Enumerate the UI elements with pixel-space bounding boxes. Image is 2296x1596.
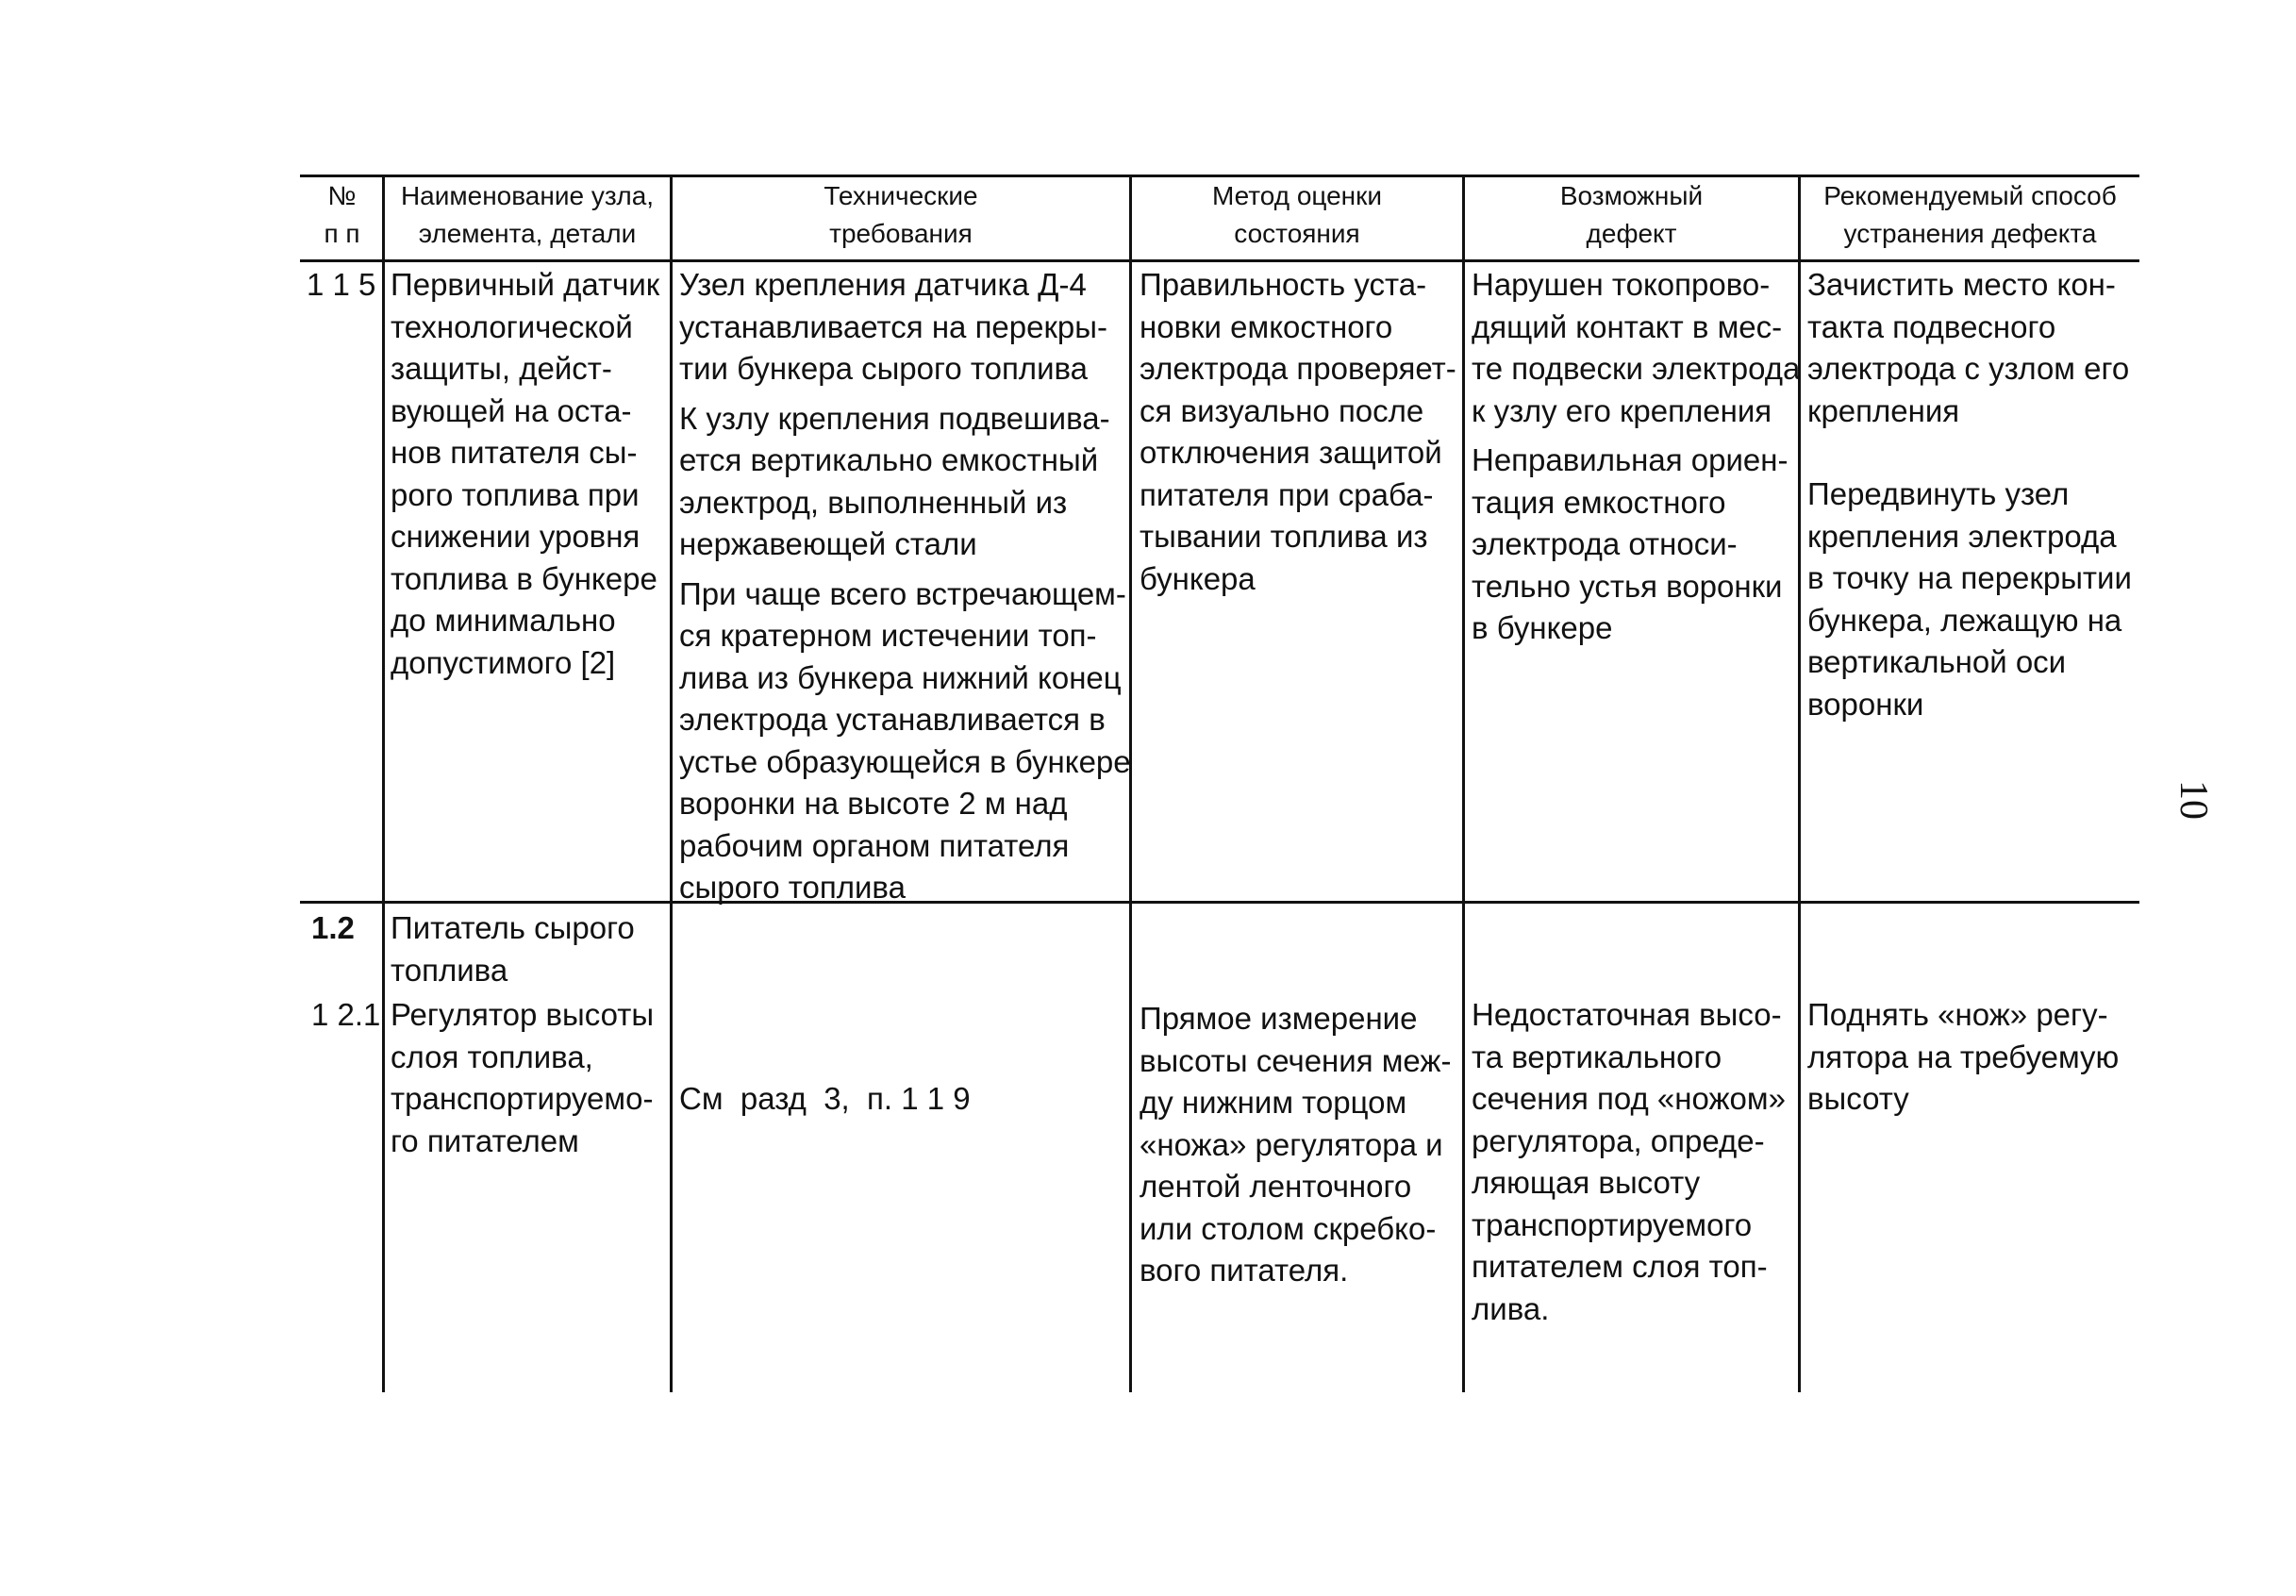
text-line: устье образующейся в бункере: [679, 743, 1131, 779]
text-line: электрод, выполненный из: [679, 484, 1068, 520]
text-line: ется вертикально емкостный: [679, 442, 1099, 477]
row1-name: [391, 264, 659, 684]
header-line: Наименование узла,: [400, 181, 655, 210]
text-line: технологической: [391, 308, 633, 344]
paragraph-gap: [1807, 432, 2132, 474]
column-divider: [382, 175, 385, 1392]
text-line: бункера, лежащую на: [1807, 602, 2122, 638]
text-line: до минимально: [391, 603, 616, 638]
row1-defect: [1472, 264, 1800, 657]
column-divider: [1462, 175, 1465, 1392]
text-line: транспортируемо-: [391, 1081, 654, 1116]
text-line: Регулятор высоты: [391, 997, 655, 1032]
text-line: Нарушен токопрово-: [1472, 267, 1771, 302]
paragraph: [1807, 474, 2132, 725]
text-line: рого топлива при: [391, 476, 640, 512]
text-line: лентой ленточного: [1140, 1169, 1412, 1204]
text-line: та вертикального: [1472, 1039, 1722, 1074]
text-line: вого питателя.: [1140, 1253, 1349, 1288]
row1-num: 1 1 5: [307, 267, 376, 302]
paragraph: [679, 574, 1131, 909]
row3-fix: [1807, 994, 2119, 1121]
text-line: Первичный датчик: [391, 267, 660, 302]
text-line: рабочим органом питателя: [679, 827, 1070, 863]
text-line: к узлу его крепления: [1472, 392, 1772, 428]
text-line: электрода относи-: [1472, 526, 1738, 561]
text-line: лива.: [1472, 1290, 1550, 1326]
text-line: устанавливается на перекры-: [679, 308, 1107, 344]
text-line: Недостаточная высо-: [1472, 997, 1782, 1032]
header-line: Метод оценки: [1211, 181, 1383, 210]
text-line: лятора на требуемую: [1807, 1039, 2120, 1074]
text-line: электрода проверяет-: [1140, 351, 1456, 386]
text-line: тывании топлива из: [1140, 519, 1428, 554]
header-line: состояния: [1234, 219, 1360, 248]
row1-fix: [1807, 264, 2132, 725]
text-line: «ножа» регулятора и: [1140, 1126, 1443, 1162]
text-line: тация емкостного: [1472, 484, 1726, 520]
paragraph: [1472, 264, 1800, 432]
text-line: Передвинуть узел: [1807, 476, 2070, 511]
text-line: воронки на высоте 2 м над: [679, 786, 1068, 821]
text-line: Поднять «нож» регу-: [1807, 997, 2108, 1032]
text-line: ся визуально после: [1140, 392, 1424, 428]
header-line: требования: [829, 219, 973, 248]
text-line: Питатель сырого: [391, 910, 635, 945]
text-line: бункера: [1140, 560, 1256, 596]
text-line: нержавеющей стали: [679, 526, 977, 561]
header-line: дефект: [1586, 219, 1677, 248]
text-line: Правильность уста-: [1140, 267, 1427, 302]
text-line: Неправильная ориен-: [1472, 442, 1789, 477]
row3-tech: [679, 994, 971, 1162]
text-line: новки емкостного: [1140, 308, 1393, 344]
text-line: ду нижним торцом: [1140, 1085, 1407, 1120]
paragraph: [1472, 440, 1800, 650]
text-line: воронки: [1807, 686, 1924, 722]
paragraph: [679, 398, 1131, 566]
header-method: [1132, 177, 1462, 253]
row-divider: [300, 901, 2139, 904]
text-line: снижении уровня: [391, 519, 641, 554]
text-line: допустимого [2]: [391, 644, 616, 680]
text-line: питателя при сраба-: [1140, 476, 1434, 512]
text-line: См разд 3, п. 1 1 9: [679, 1081, 971, 1116]
text-line: вертикальной оси: [1807, 644, 2067, 679]
header-line: устранения дефекта: [1843, 219, 2097, 248]
text-line: топлива в бункере: [391, 560, 657, 596]
text-line: транспортируемого: [1472, 1206, 1753, 1242]
text-line: в точку на перекрытии: [1807, 560, 2132, 595]
text-line: крепления: [1807, 392, 1960, 428]
header-tech: [673, 177, 1129, 253]
text-line: регулятора, опреде-: [1472, 1122, 1765, 1158]
header-fix: [1801, 177, 2139, 253]
header-line: Технические: [824, 181, 978, 210]
text-line: электрода устанавливается в: [679, 702, 1106, 737]
row1-tech: [679, 264, 1131, 917]
header-line: Рекомендуемый способ: [1823, 181, 2117, 210]
header-bottom-border: [300, 259, 2139, 262]
text-line: Прямое измерение: [1140, 1001, 1418, 1036]
text-line: Узел крепления датчика Д-4: [679, 267, 1087, 302]
row3-num: 1 2.1: [311, 997, 381, 1032]
text-line: электрода с узлом его: [1807, 351, 2130, 386]
text-line: ляющая высоту: [1472, 1165, 1701, 1200]
text-line: питателем слоя топ-: [1472, 1249, 1768, 1284]
text-line: те подвески электрода: [1472, 351, 1801, 386]
row2-num: 1.2: [311, 910, 355, 945]
text-line: При чаще всего встречающем-: [679, 575, 1126, 611]
column-divider: [670, 175, 673, 1392]
row2-name: [391, 907, 635, 991]
text-line: нов питателя сы-: [391, 435, 638, 470]
header-line: №: [327, 181, 357, 210]
row3-method: [1140, 998, 1451, 1292]
text-line: высоту: [1807, 1081, 1909, 1116]
row3-name: [391, 994, 654, 1162]
text-line: сырого топлива: [679, 870, 906, 905]
text-line: вующей на оста-: [391, 392, 632, 428]
row3-defect: [1472, 994, 1786, 1330]
text-line: высоты сечения меж-: [1140, 1042, 1452, 1078]
paragraph: [679, 264, 1131, 391]
text-line: такта подвесного: [1807, 308, 2056, 344]
header-line: Возможный: [1559, 181, 1704, 210]
text-line: К узлу крепления подвешива-: [679, 400, 1110, 436]
header-defect: [1465, 177, 1798, 253]
text-line: в бункере: [1472, 610, 1613, 645]
text-line: слоя топлива,: [391, 1039, 593, 1074]
page-number: 10: [2171, 780, 2215, 820]
text-line: дящий контакт в мес-: [1472, 308, 1783, 344]
text-line: тельно устья воронки: [1472, 568, 1783, 604]
header-num: [302, 177, 382, 253]
text-line: Зачистить место кон-: [1807, 267, 2116, 302]
text-line: лива из бункера нижний конец: [679, 659, 1122, 695]
text-line: защиты, дейст-: [391, 351, 612, 386]
text-line: отключения защитой: [1140, 435, 1442, 470]
text-line: крепления электрода: [1807, 518, 2117, 554]
header-name: [385, 177, 670, 253]
text-line: сечения под «ножом»: [1472, 1081, 1786, 1116]
text-line: топлива: [391, 952, 508, 988]
header-line: п п: [324, 219, 360, 248]
text-line: или столом скребко-: [1140, 1210, 1437, 1246]
text-line: ся кратерном истечении топ-: [679, 618, 1097, 653]
text-line: го питателем: [391, 1122, 579, 1158]
header-line: элемента, детали: [418, 219, 637, 248]
row1-method: [1140, 264, 1456, 600]
text-line: тии бункера сырого топлива: [679, 351, 1089, 386]
paragraph: [1807, 264, 2132, 432]
